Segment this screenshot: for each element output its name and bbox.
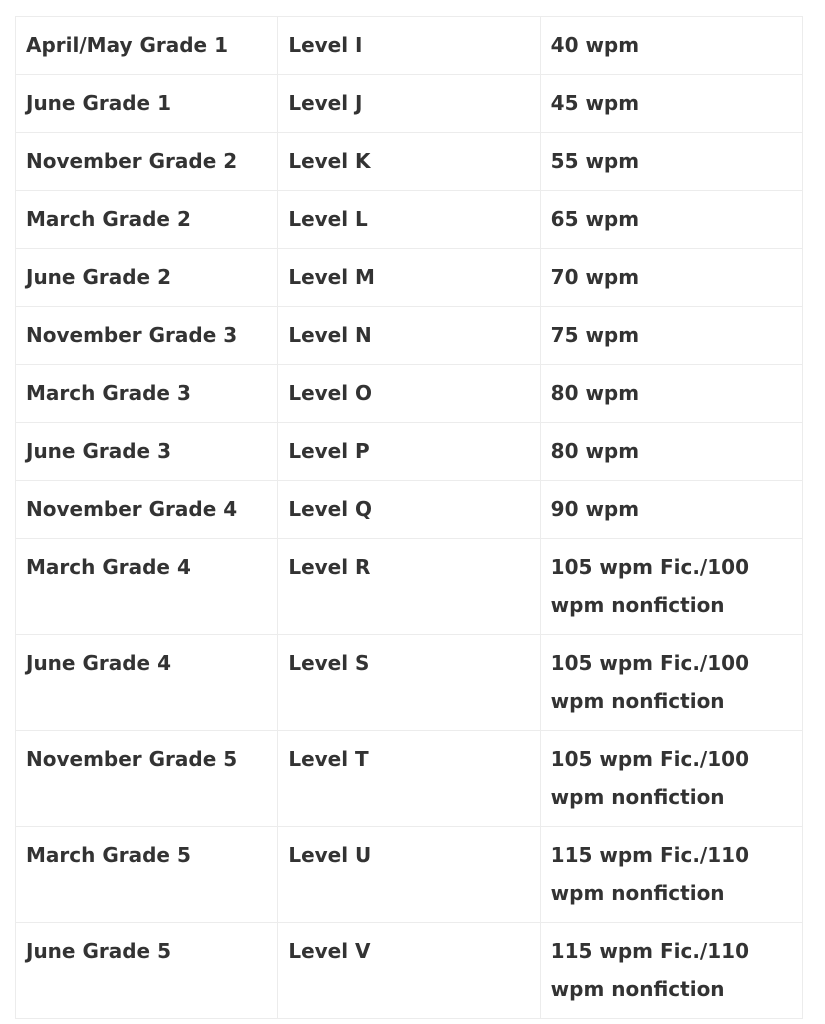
level-cell: Level R	[278, 539, 540, 635]
wpm-rate-cell: 115 wpm Fic./110 wpm nonfiction	[540, 923, 802, 1019]
wpm-rate-cell: 75 wpm	[540, 307, 802, 365]
table-row	[16, 365, 803, 423]
wpm-rate-cell: 65 wpm	[540, 191, 802, 249]
wpm-rate-cell: 80 wpm	[540, 423, 802, 481]
grade-time-cell: November Grade 2	[16, 133, 278, 191]
wpm-rate-cell: 90 wpm	[540, 481, 802, 539]
table-row	[16, 249, 803, 307]
level-cell: Level P	[278, 423, 540, 481]
table-row	[16, 635, 803, 731]
wpm-rate-cell: 70 wpm	[540, 249, 802, 307]
table-row	[16, 191, 803, 249]
table-row	[16, 75, 803, 133]
grade-time-cell: March Grade 5	[16, 827, 278, 923]
table-body	[16, 17, 803, 1019]
level-cell: Level T	[278, 731, 540, 827]
level-cell: Level O	[278, 365, 540, 423]
grade-time-cell: June Grade 1	[16, 75, 278, 133]
level-cell: Level V	[278, 923, 540, 1019]
grade-time-cell: November Grade 4	[16, 481, 278, 539]
table-row	[16, 423, 803, 481]
grade-time-cell: June Grade 3	[16, 423, 278, 481]
level-cell: Level Q	[278, 481, 540, 539]
level-cell: Level S	[278, 635, 540, 731]
level-cell: Level M	[278, 249, 540, 307]
table-row	[16, 307, 803, 365]
level-cell: Level I	[278, 17, 540, 75]
grade-time-cell: April/May Grade 1	[16, 17, 278, 75]
table-row	[16, 731, 803, 827]
wpm-rate-cell: 80 wpm	[540, 365, 802, 423]
table-row	[16, 923, 803, 1019]
table-row	[16, 133, 803, 191]
grade-time-cell: June Grade 5	[16, 923, 278, 1019]
wpm-rate-cell: 115 wpm Fic./110 wpm nonfiction	[540, 827, 802, 923]
table-row	[16, 539, 803, 635]
grade-time-cell: June Grade 2	[16, 249, 278, 307]
grade-time-cell: March Grade 2	[16, 191, 278, 249]
wpm-rate-cell: 105 wpm Fic./100 wpm nonfiction	[540, 635, 802, 731]
table-row	[16, 17, 803, 75]
table-row	[16, 481, 803, 539]
table-row	[16, 827, 803, 923]
wpm-rate-cell: 105 wpm Fic./100 wpm nonfiction	[540, 539, 802, 635]
level-cell: Level U	[278, 827, 540, 923]
grade-time-cell: November Grade 5	[16, 731, 278, 827]
wpm-rate-cell: 55 wpm	[540, 133, 802, 191]
level-cell: Level N	[278, 307, 540, 365]
grade-time-cell: March Grade 3	[16, 365, 278, 423]
level-cell: Level J	[278, 75, 540, 133]
level-cell: Level K	[278, 133, 540, 191]
level-cell: Level L	[278, 191, 540, 249]
grade-time-cell: June Grade 4	[16, 635, 278, 731]
wpm-rate-cell: 105 wpm Fic./100 wpm nonfiction	[540, 731, 802, 827]
grade-time-cell: November Grade 3	[16, 307, 278, 365]
grade-time-cell: March Grade 4	[16, 539, 278, 635]
reading-levels-table	[15, 16, 803, 1019]
wpm-rate-cell: 45 wpm	[540, 75, 802, 133]
wpm-rate-cell: 40 wpm	[540, 17, 802, 75]
